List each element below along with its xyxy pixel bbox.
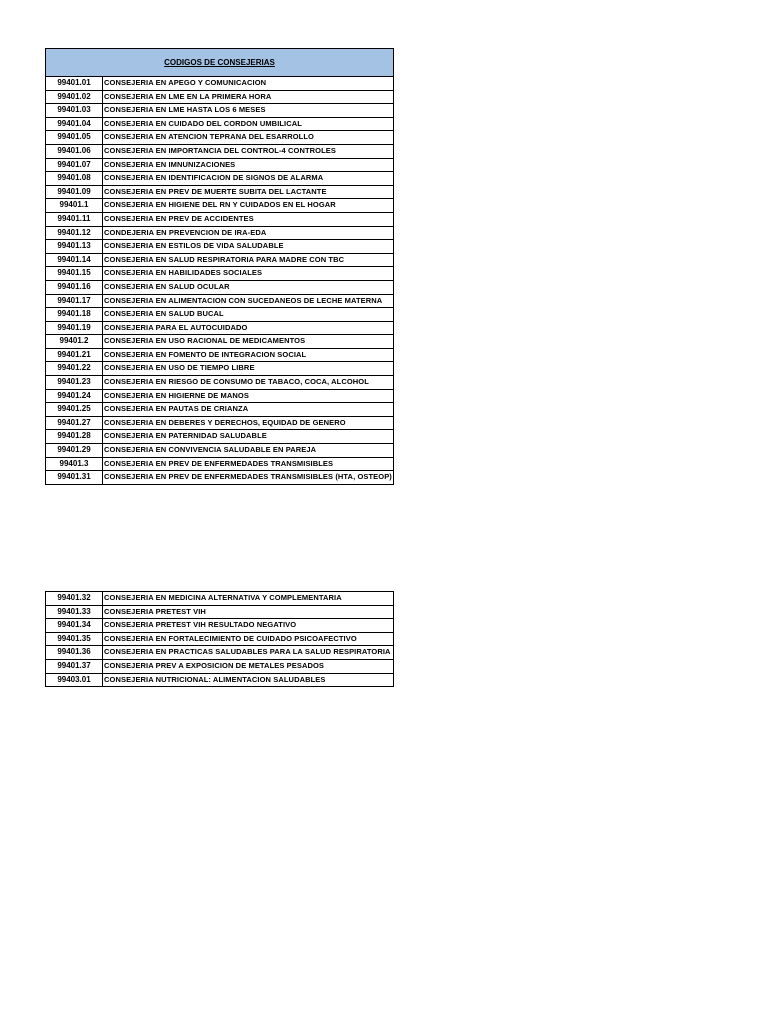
table-row [46,444,394,458]
code-cell: 99401.01 [46,77,103,91]
table-row [46,321,394,335]
description-cell: CONSEJERIA EN RIESGO DE CONSUMO DE TABACO, COCA, ALCOHOL [103,376,394,390]
code-cell: 99401.27 [46,416,103,430]
code-cell: 99401.04 [46,117,103,131]
code-cell: 99401.02 [46,90,103,104]
description-cell: CONSEJERIA EN DEBERES Y DERECHOS, EQUIDAD DE GENERO [103,416,394,430]
table-row [46,376,394,390]
description-cell: CONSEJERIA PREV A EXPOSICION DE METALES PESADOS [103,659,394,673]
description-cell: CONSEJERIA EN PREV DE MUERTE SUBITA DEL LACTANTE [103,185,394,199]
description-cell: CONSEJERIA EN HABILIDADES SOCIALES [103,267,394,281]
code-cell: 99401.17 [46,294,103,308]
description-cell: CONSEJERIA EN PAUTAS DE CRIANZA [103,403,394,417]
code-cell: 99401.34 [46,619,103,633]
description-cell: CONSEJERIA EN IMPORTANCIA DEL CONTROL-4 CONTROLES [103,144,394,158]
description-cell: CONSEJERIA EN SALUD OCULAR [103,280,394,294]
description-cell: CONSEJERIA EN HIGIERNE DE MANOS [103,389,394,403]
description-cell: CONSEJERIA PRETEST VIH [103,605,394,619]
table-row [46,362,394,376]
table-row [46,619,394,633]
description-cell: CONDEJERIA EN PREVENCION DE IRA-EDA [103,226,394,240]
description-cell: CONSEJERIA EN CONVIVENCIA SALUDABLE EN PAREJA [103,444,394,458]
description-cell: CONSEJERIA EN PREV DE ENFERMEDADES TRANSMISIBLES [103,457,394,471]
code-cell: 99401.15 [46,267,103,281]
code-cell: 99401.1 [46,199,103,213]
additional-counseling-codes-table [45,591,394,687]
table-row [46,253,394,267]
code-cell: 99401.22 [46,362,103,376]
code-cell: 99401.08 [46,172,103,186]
table-body [46,77,394,485]
description-cell: CONSEJERIA EN USO RACIONAL DE MEDICAMENTOS [103,335,394,349]
description-cell: CONSEJERIA EN MEDICINA ALTERNATIVA Y COMPLEMENTARIA [103,592,394,606]
table-row [46,226,394,240]
table-row [46,632,394,646]
code-cell: 99401.03 [46,104,103,118]
table-row [46,267,394,281]
table-row [46,158,394,172]
description-cell: CONSEJERIA EN USO DE TIEMPO LIBRE [103,362,394,376]
table-row [46,185,394,199]
description-cell: CONSEJERIA EN PREV DE ACCIDENTES [103,212,394,226]
table-row [46,131,394,145]
table-row [46,659,394,673]
table-row [46,77,394,91]
table-row [46,646,394,660]
table-row [46,308,394,322]
table-row [46,144,394,158]
code-cell: 99401.28 [46,430,103,444]
code-cell: 99401.24 [46,389,103,403]
description-cell: CONSEJERIA NUTRICIONAL: ALIMENTACION SALUDABLES [103,673,394,687]
table-row [46,117,394,131]
table-row [46,90,394,104]
code-cell: 99401.37 [46,659,103,673]
description-cell: CONSEJERIA EN CUIDADO DEL CORDON UMBILICAL [103,117,394,131]
description-cell: CONSEJERIA EN HIGIENE DEL RN Y CUIDADOS EN EL HOGAR [103,199,394,213]
table-row [46,403,394,417]
table-row [46,457,394,471]
table-row [46,416,394,430]
description-cell: CONSEJERIA EN FORTALECIMIENTO DE CUIDADO PSICOAFECTIVO [103,632,394,646]
description-cell: CONSEJERIA EN LME HASTA LOS 6 MESES [103,104,394,118]
table-row [46,212,394,226]
code-cell: 99401.35 [46,632,103,646]
table-row [46,430,394,444]
description-cell: CONSEJERIA EN ATENCION TEPRANA DEL ESARROLLO [103,131,394,145]
code-cell: 99401.29 [46,444,103,458]
description-cell: CONSEJERIA EN LME EN LA PRIMERA HORA [103,90,394,104]
code-cell: 99401.18 [46,308,103,322]
table-body [46,592,394,687]
description-cell: CONSEJERIA PRETEST VIH RESULTADO NEGATIVO [103,619,394,633]
table-row [46,389,394,403]
description-cell: CONSEJERIA EN IDENTIFICACION DE SIGNOS DE ALARMA [103,172,394,186]
code-cell: 99401.05 [46,131,103,145]
table-row [46,280,394,294]
counseling-codes-table [45,48,394,485]
table-row [46,592,394,606]
code-cell: 99401.23 [46,376,103,390]
description-cell: CONSEJERIA EN SALUD RESPIRATORIA PARA MADRE CON TBC [103,253,394,267]
table-row [46,673,394,687]
description-cell: CONSEJERIA EN PRACTICAS SALUDABLES PARA LA SALUD RESPIRATORIA [103,646,394,660]
code-cell: 99401.07 [46,158,103,172]
code-cell: 99401.12 [46,226,103,240]
code-cell: 99401.2 [46,335,103,349]
code-cell: 99401.11 [46,212,103,226]
table-row [46,240,394,254]
code-cell: 99401.36 [46,646,103,660]
code-cell: 99403.01 [46,673,103,687]
table-row [46,294,394,308]
description-cell: CONSEJERIA EN ALIMENTACION CON SUCEDANEOS DE LECHE MATERNA [103,294,394,308]
code-cell: 99401.13 [46,240,103,254]
table-row [46,605,394,619]
table-row [46,471,394,485]
code-cell: 99401.21 [46,348,103,362]
description-cell: CONSEJERIA PARA EL AUTOCUIDADO [103,321,394,335]
description-cell: CONSEJERIA EN PREV DE ENFERMEDADES TRANSMISIBLES (HTA, OSTEOP) [103,471,394,485]
code-cell: 99401.16 [46,280,103,294]
code-cell: 99401.09 [46,185,103,199]
code-cell: 99401.14 [46,253,103,267]
code-cell: 99401.25 [46,403,103,417]
table-row [46,199,394,213]
code-cell: 99401.19 [46,321,103,335]
table-row [46,335,394,349]
description-cell: CONSEJERIA EN FOMENTO DE INTEGRACION SOCIAL [103,348,394,362]
table-row [46,348,394,362]
code-cell: 99401.3 [46,457,103,471]
table-header-row [46,49,394,77]
code-cell: 99401.31 [46,471,103,485]
table-row [46,104,394,118]
description-cell: CONSEJERIA EN PATERNIDAD SALUDABLE [103,430,394,444]
code-cell: 99401.32 [46,592,103,606]
table-title: CODIGOS DE CONSEJERIAS [46,49,394,77]
code-cell: 99401.06 [46,144,103,158]
description-cell: CONSEJERIA EN IMNUNIZACIONES [103,158,394,172]
description-cell: CONSEJERIA EN ESTILOS DE VIDA SALUDABLE [103,240,394,254]
description-cell: CONSEJERIA EN APEGO Y COMUNICACION [103,77,394,91]
table-row [46,172,394,186]
code-cell: 99401.33 [46,605,103,619]
description-cell: CONSEJERIA EN SALUD BUCAL [103,308,394,322]
